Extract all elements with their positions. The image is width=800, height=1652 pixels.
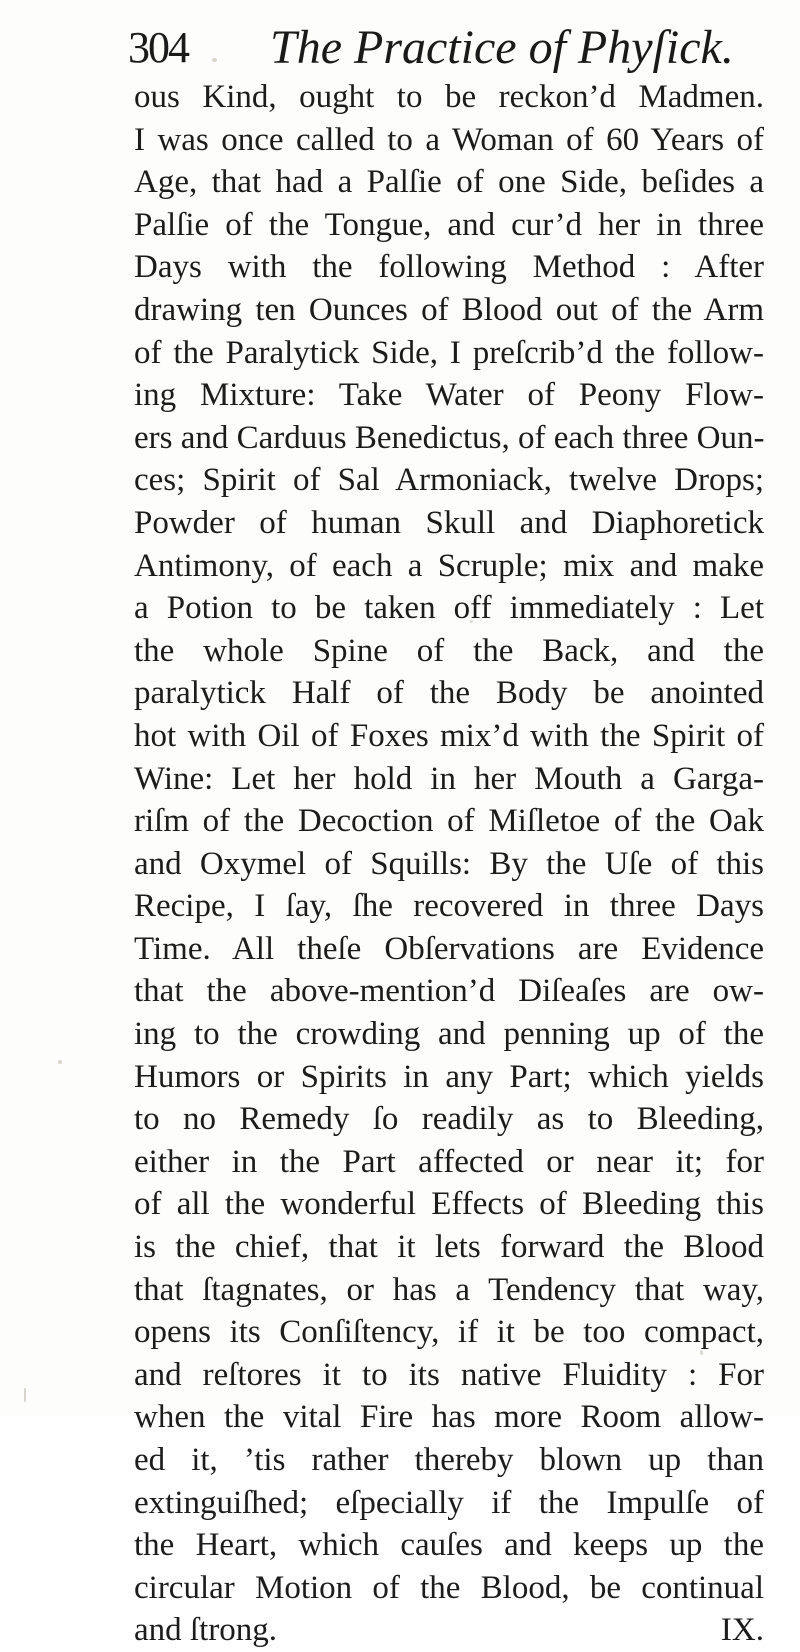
text-line: hot with Oil of Foxes mix’d with the Spirit of bbox=[134, 717, 764, 754]
text-line: ous Kind, ought to be reckon’d Madmen. bbox=[134, 79, 764, 115]
catchword: IX. bbox=[720, 1612, 764, 1649]
text-line: when the vital Fire has more Room allow- bbox=[134, 1399, 764, 1436]
text-line: that the above-mention’d Diſeaſes are ow- bbox=[134, 973, 764, 1010]
page-number: 304 bbox=[128, 23, 188, 72]
text-line: extinguiſhed; eſpecially if the Impulſe of bbox=[134, 1484, 764, 1521]
text-line: riſm of the Decoction of Miſletoe of the Oak bbox=[134, 803, 764, 840]
text-line: Wine: Let her hold in her Mouth a Garga- bbox=[134, 760, 764, 797]
text-line: either in the Part affected or near it; for bbox=[134, 1143, 764, 1180]
text-line-last bbox=[134, 1609, 764, 1652]
text-line: is the chief, that it lets forward the Blood bbox=[134, 1229, 764, 1266]
closing-text: and ſtrong. bbox=[134, 1612, 277, 1649]
text-line: paralytick Half of the Body be anointed bbox=[134, 675, 764, 712]
text-line: ed it, ’tis rather thereby blown up than bbox=[134, 1442, 764, 1478]
text-line: of the Paralytick Side, I preſcrib’d the follow- bbox=[134, 334, 764, 371]
text-line: Age, that had a Palſie of one Side, beſides a bbox=[134, 164, 764, 201]
text-line: Antimony, of each a Scruple; mix and make bbox=[134, 547, 764, 584]
text-line: to no Remedy ſo readily as to Bleeding, bbox=[134, 1101, 764, 1138]
text-line: Powder of human Skull and Diaphoretick bbox=[134, 504, 764, 541]
text-line: I was once called to a Woman of 60 Years of bbox=[134, 121, 764, 158]
text-line: of all the wonderful Effects of Bleeding this bbox=[134, 1186, 764, 1223]
text-line: ces; Spirit of Sal Armoniack, twelve Drops; bbox=[134, 462, 764, 499]
text-line: ing to the crowding and penning up of the bbox=[134, 1016, 764, 1053]
paper-speck bbox=[58, 1060, 62, 1064]
text-line: Time. All theſe Obſervations are Evidence bbox=[134, 930, 764, 967]
paper-speck bbox=[24, 1388, 26, 1402]
running-title: The Practice of Phyſick. bbox=[270, 21, 734, 74]
text-line: drawing ten Ounces of Blood out of the Arm bbox=[134, 291, 764, 328]
text-line: Palſie of the Tongue, and cur’d her in three bbox=[134, 206, 764, 243]
text-line: that ſtagnates, or has a Tendency that way, bbox=[134, 1271, 764, 1308]
text-line: and reſtores it to its native Fluidity : For bbox=[134, 1356, 764, 1393]
text-line: ing Mixture: Take Water of Peony Flow- bbox=[134, 377, 764, 414]
text-line: Recipe, I ſay, ſhe recovered in three Days bbox=[134, 888, 764, 925]
text-line: the whole Spine of the Back, and the bbox=[134, 632, 764, 669]
text-line: a Potion to be taken off immediately : Let bbox=[134, 590, 764, 627]
text-line: Days with the following Method : After bbox=[134, 249, 764, 286]
text-line: Humors or Spirits in any Part; which yields bbox=[134, 1058, 764, 1095]
text-line: the Heart, which cauſes and keeps up the bbox=[134, 1527, 764, 1564]
text-line: and Oxymel of Squills: By the Uſe of this bbox=[134, 845, 764, 882]
text-line: circular Motion of the Blood, be continual bbox=[134, 1569, 764, 1606]
page-header bbox=[128, 20, 748, 84]
text-line: ers and Carduus Benedictus, of each three Oun- bbox=[134, 419, 765, 456]
text-line: opens its Conſiſtency, if it be too compact, bbox=[134, 1314, 764, 1351]
